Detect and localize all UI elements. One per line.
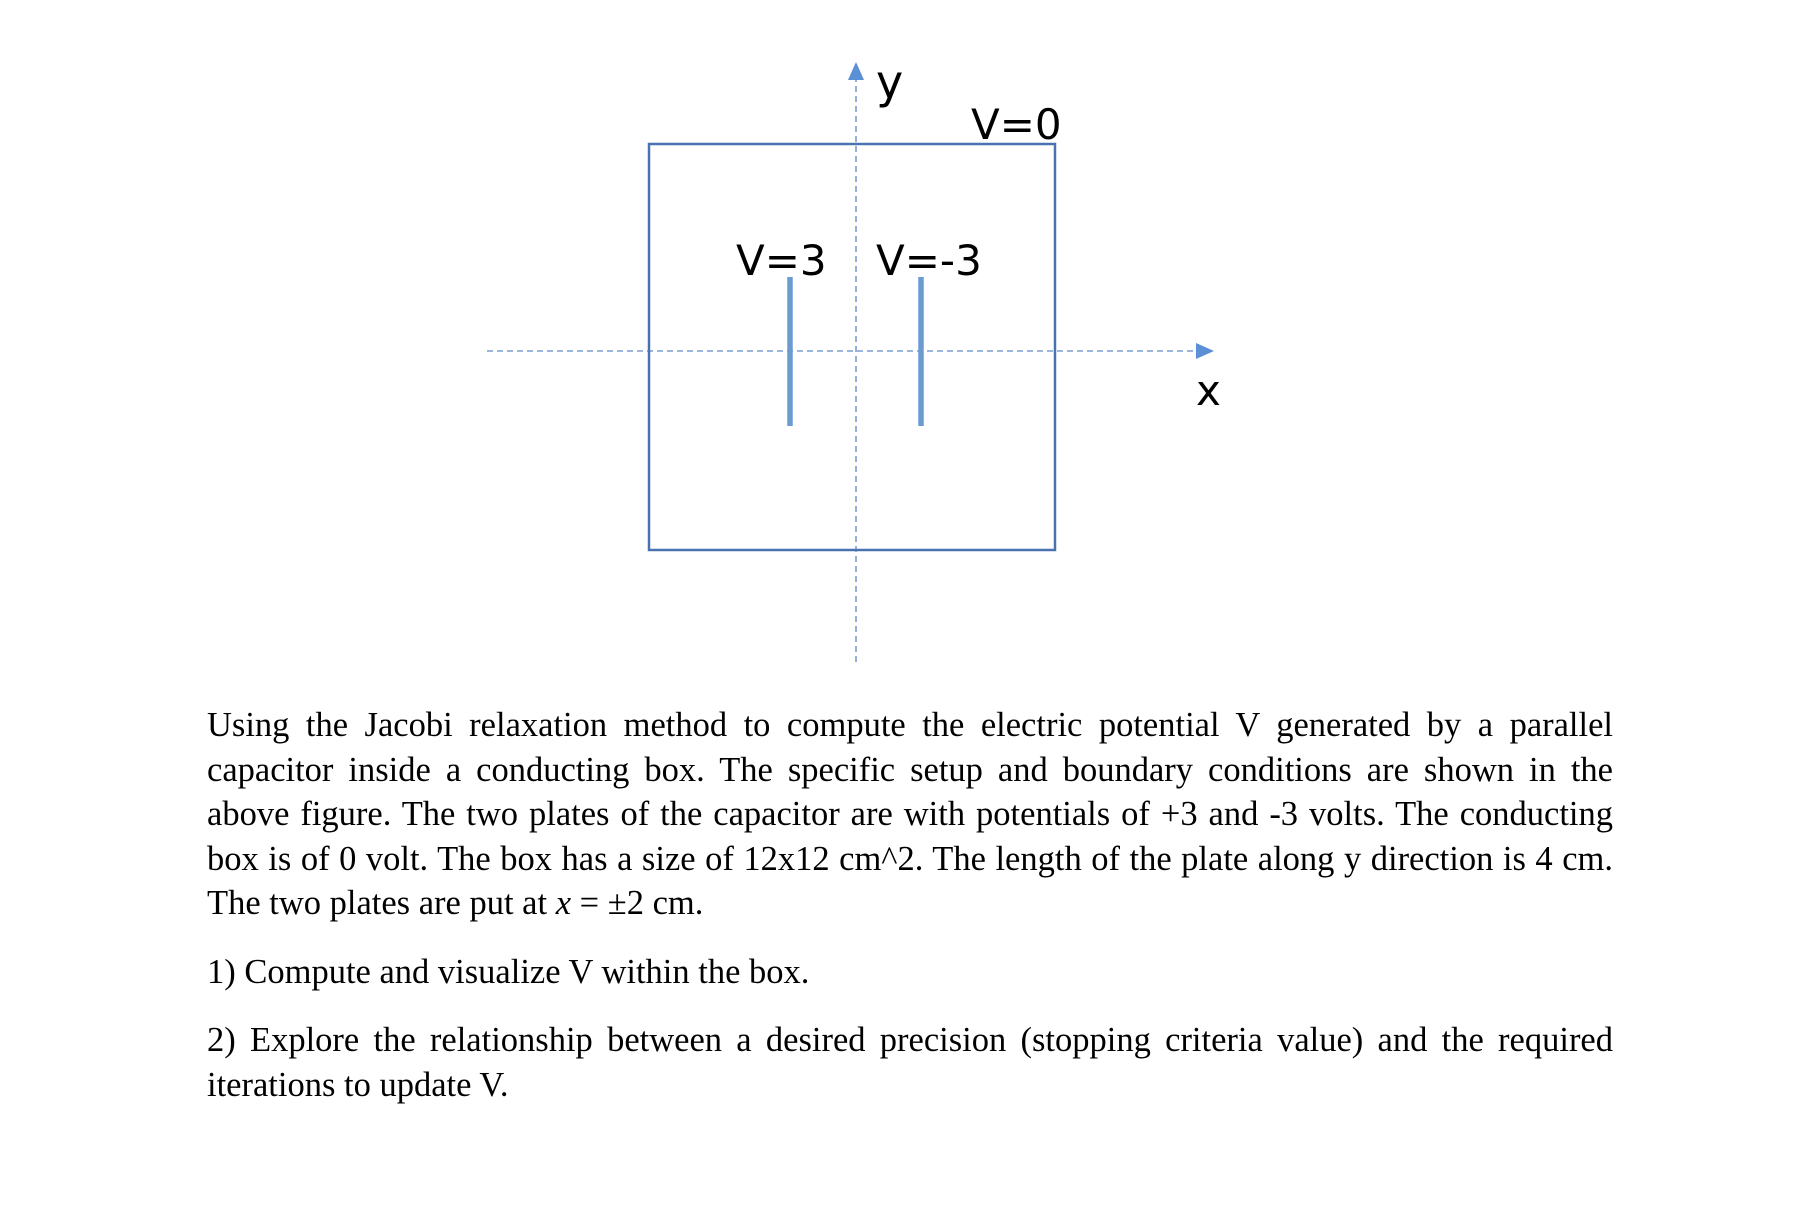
task-1: 1) Compute and visualize V within the box.	[207, 952, 810, 991]
intro-paragraph	[207, 703, 1613, 926]
left-plate-label: V=3	[736, 236, 827, 285]
y-axis-arrow-icon	[848, 62, 864, 80]
intro-text: Using the Jacobi relaxation method to compute the electric potential V generated by a parallel capacitor inside a conducting box. The specific setup and boundary conditions are shown in the above figure. The two plates of the capacitor are with potentials of +3 and -3 volts. The conducting box is of 0 volt. The box has a size of 12x12 cm^2. The length of the plate along y direction is 4 cm. The two plates are put at	[207, 706, 1613, 922]
intro-math-variable: x	[555, 884, 572, 922]
x-axis-label: x	[1196, 366, 1221, 415]
task-2: 2) Explore the relationship between a desired precision (stopping criteria value) and the required iterations to update V.	[207, 1021, 1613, 1104]
x-axis-arrow-icon	[1196, 343, 1214, 359]
conducting-box	[649, 144, 1055, 550]
problem-statement	[207, 703, 1613, 1107]
right-plate-label: V=-3	[876, 236, 982, 285]
y-axis-label: y	[876, 55, 904, 109]
intro-math-equation: = ±2 cm.	[571, 884, 704, 922]
box-potential-label: V=0	[971, 100, 1062, 149]
